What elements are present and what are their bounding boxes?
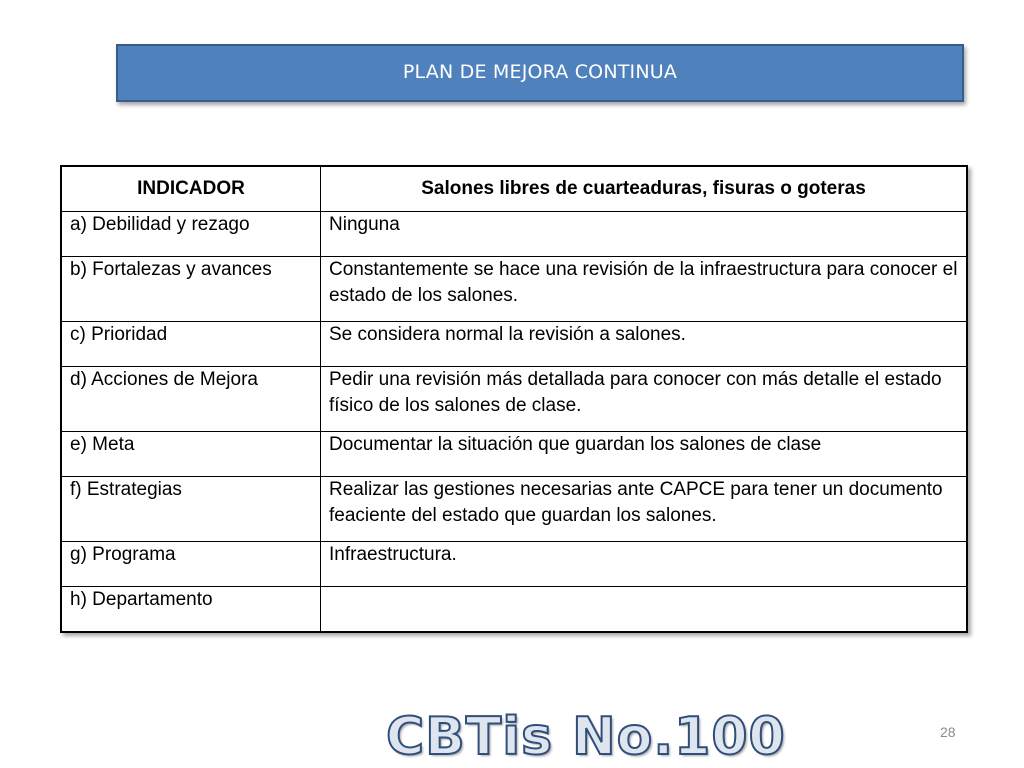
table-header-row <box>61 166 967 212</box>
page-number: 28 <box>940 724 956 740</box>
table-row <box>61 477 967 542</box>
row-value: Se considera normal la revisión a salones. <box>321 322 968 367</box>
row-label: g) Programa <box>61 542 321 587</box>
table-row <box>61 367 967 432</box>
row-label: a) Debilidad y rezago <box>61 212 321 257</box>
row-label: c) Prioridad <box>61 322 321 367</box>
row-label: f) Estrategias <box>61 477 321 542</box>
row-label: e) Meta <box>61 432 321 477</box>
indicator-table <box>60 165 968 633</box>
row-value: Ninguna <box>321 212 968 257</box>
brand-logo-text: CBTis No.100 <box>386 707 786 767</box>
row-value: Pedir una revisión más detallada para conocer con más detalle el estado físico de los salones de clase. <box>321 367 968 432</box>
row-value: Realizar las gestiones necesarias ante CAPCE para tener un documento feaciente del estado que guardan los salones. <box>321 477 968 542</box>
table-row <box>61 322 967 367</box>
table-row <box>61 542 967 587</box>
row-label: b) Fortalezas y avances <box>61 257 321 322</box>
title-banner <box>116 44 964 102</box>
table-row <box>61 587 967 633</box>
row-label: d) Acciones de Mejora <box>61 367 321 432</box>
table-row <box>61 212 967 257</box>
page-title: PLAN DE MEJORA CONTINUA <box>402 61 678 83</box>
row-value: Documentar la situación que guardan los salones de clase <box>321 432 968 477</box>
row-value <box>321 587 968 633</box>
header-indicator: INDICADOR <box>61 166 321 212</box>
table-row <box>61 432 967 477</box>
table-row <box>61 257 967 322</box>
row-label: h) Departamento <box>61 587 321 633</box>
row-value: Constantemente se hace una revisión de la infraestructura para conocer el estado de los salones. <box>321 257 968 322</box>
header-indicator-value: Salones libres de cuarteaduras, fisuras o goteras <box>321 166 968 212</box>
row-value: Infraestructura. <box>321 542 968 587</box>
